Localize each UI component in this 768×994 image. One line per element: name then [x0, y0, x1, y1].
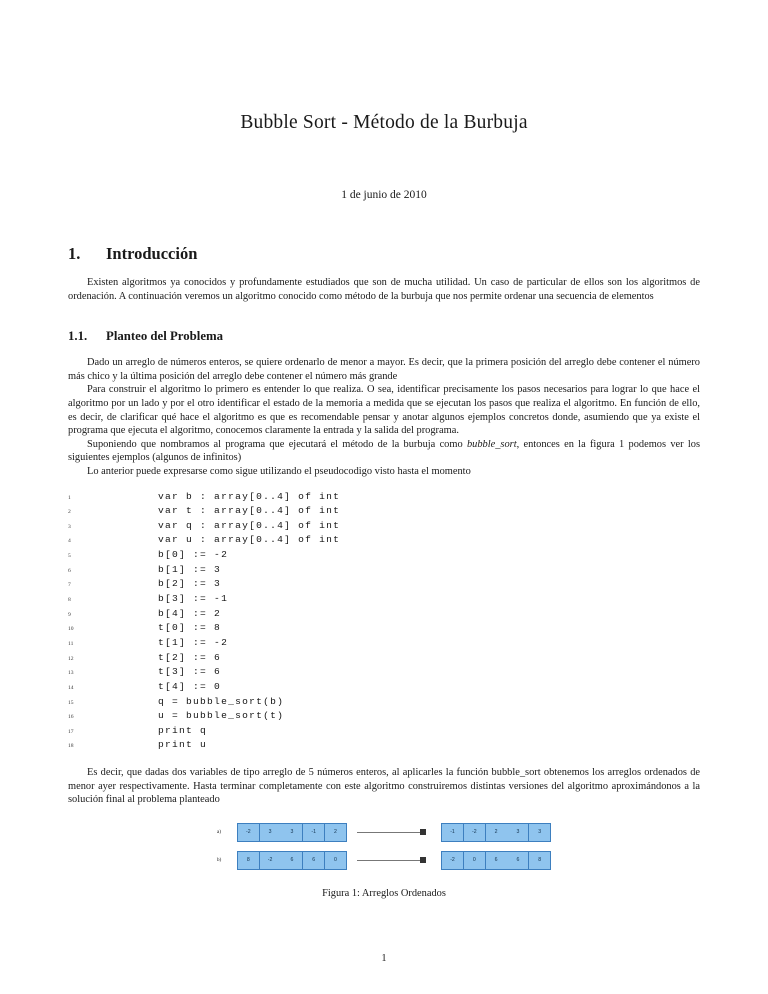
code-line: [68, 608, 700, 623]
planteo-paragraph-2: Para construir el algoritmo lo primero es entender lo que realiza. O sea, identificar precisamente los pasos necesarios para lograr lo que hace el algoritmo por un lado y por el otro identificar el estado de la memoria a medida que se ejecutan los pasos que realiza el algoritmo. En función de ello, es decir, de clarificar qué hace el algoritmo es que es recomendable pensar y anotar algunos ejemplos concretos donde, asumiendo que ya existe el programa que ejecuta el algoritmo, conocemos claramente la entrada y la salida del programa.: [68, 384, 700, 437]
code-line-text: var u : array[0..4] of int: [158, 534, 341, 546]
code-line-text: var t : array[0..4] of int: [158, 505, 341, 517]
code-line-text: b[1] := 3: [158, 563, 222, 575]
arrow-head: [420, 829, 426, 835]
code-line: [68, 710, 700, 725]
code-line: [68, 622, 700, 637]
planteo-paragraph-1: Dado un arreglo de números enteros, se quiere ordenarlo de menor a mayor. Es decir, que la primera posición del arreglo debe contener el número más chico y la última posición del arreglo debe contener el número más grande: [68, 357, 700, 382]
array-cell: -2: [442, 852, 463, 869]
code-line-number: 17: [68, 728, 74, 735]
code-line-text: t[3] := 6: [158, 666, 222, 678]
array-cell: -2: [238, 824, 259, 841]
subsection-number: 1.1.: [68, 329, 88, 344]
array-cell: 6: [281, 852, 302, 869]
section-title: Introducción: [106, 244, 198, 263]
code-line-text: b[2] := 3: [158, 578, 222, 590]
planteo-paragraph-5: Es decir, que dadas dos variables de tipo arreglo de 5 números enteros, al aplicarles la función bubble_sort obtenemos los arreglos ordenados de menor ayer respectivamente. Hasta terminar completamente con este algoritmo construiremos distintas versiones del algoritmo aproximándonos a la solución final al problema planteado: [68, 767, 700, 806]
arrow-shaft: [357, 832, 423, 833]
input-array: [237, 823, 347, 842]
code-line-text: u = bubble_sort(t): [158, 710, 285, 722]
code-line: [68, 549, 700, 564]
code-line-number: 1: [68, 494, 71, 501]
code-line-number: 10: [68, 626, 74, 633]
code-line-text: t[2] := 6: [158, 651, 222, 663]
figure-caption: Figura 1: Arreglos Ordenados: [322, 887, 446, 899]
code-line: [68, 652, 700, 667]
figure-row-label: a): [216, 829, 222, 836]
subsection-heading-planteo: [68, 303, 700, 344]
array-cell: -2: [260, 852, 281, 869]
code-line-text: var q : array[0..4] of int: [158, 519, 341, 531]
array-cell: 6: [303, 852, 324, 869]
code-line: [68, 739, 700, 754]
array-cell: -1: [303, 824, 324, 841]
code-line-number: 2: [68, 509, 71, 516]
planteo-paragraph-4: Lo anterior puede expresarse como sigue utilizando el pseudocodigo visto hasta el momento: [87, 465, 471, 477]
code-line-text: print u: [158, 739, 208, 751]
code-line-text: t[0] := 8: [158, 622, 222, 634]
code-line-text: q = bubble_sort(b): [158, 695, 285, 707]
code-line-number: 4: [68, 538, 71, 545]
figure-rows: [68, 823, 700, 870]
array-cell: 2: [486, 824, 507, 841]
code-line: [68, 681, 700, 696]
array-cell: 6: [507, 852, 528, 869]
subsection-title: Planteo del Problema: [106, 329, 224, 344]
array-cell: 3: [507, 824, 528, 841]
output-array: [441, 823, 551, 842]
code-line-number: 16: [68, 714, 74, 721]
array-cell: 0: [464, 852, 485, 869]
code-line: [68, 564, 700, 579]
page-number: 1: [381, 953, 387, 964]
figure-row-label: b): [216, 857, 222, 864]
array-cell: 3: [529, 824, 550, 841]
code-line: [68, 696, 700, 711]
code-line: [68, 534, 700, 549]
code-line-number: 6: [68, 567, 71, 574]
arrow-shaft: [357, 860, 423, 861]
figure-1: [68, 823, 700, 899]
array-cell: 8: [529, 852, 550, 869]
code-line: [68, 637, 700, 652]
code-line-text: b[3] := -1: [158, 593, 229, 605]
intro-paragraph: Existen algoritmos ya conocidos y profundamente estudiados que son de mucha utilidad. Un caso de particular de ellos son los algoritmos de ordenación. A continuación veremos un algoritmo conocido como método de la burbuja que nos permite ordenar una secuencia de elementos: [68, 277, 700, 302]
code-line: [68, 593, 700, 608]
input-array: [237, 851, 347, 870]
code-line-text: t[4] := 0: [158, 680, 222, 692]
code-line-text: var b : array[0..4] of int: [158, 490, 341, 502]
code-line: [68, 520, 700, 535]
code-line-number: 13: [68, 670, 74, 677]
code-listing: [68, 491, 700, 755]
array-cell: 0: [325, 852, 346, 869]
code-line-text: b[4] := 2: [158, 607, 222, 619]
code-line: [68, 505, 700, 520]
planteo-p3-after: , entonces en la figura 1 podemos ver los siguientes ejemplos (algunos de infinitos): [68, 438, 700, 464]
code-line-number: 9: [68, 611, 71, 618]
code-line-text: print q: [158, 724, 208, 736]
section-number: 1.: [68, 244, 81, 263]
code-line-number: 14: [68, 684, 74, 691]
arrow-right-icon: [357, 852, 431, 869]
document-date: 1 de junio de 2010: [341, 189, 427, 201]
planteo-p3-before: Suponiendo que nombramos al programa que ejecutará el método de la burbuja como: [87, 438, 467, 450]
code-line-number: 3: [68, 523, 71, 530]
page-title: Bubble Sort - Método de la Burbuja: [240, 112, 528, 133]
code-line-text: b[0] := -2: [158, 549, 229, 561]
code-line-number: 8: [68, 597, 71, 604]
array-cell: 3: [260, 824, 281, 841]
code-line-number: 18: [68, 743, 74, 750]
section-heading-introduccion: [68, 201, 700, 264]
code-line: [68, 725, 700, 740]
code-line-text: t[1] := -2: [158, 636, 229, 648]
array-cell: 2: [325, 824, 346, 841]
bubble-sort-term: bubble_sort: [466, 438, 517, 450]
array-cell: -1: [442, 824, 463, 841]
figure-example-row: [217, 851, 551, 870]
figure-example-row: [217, 823, 551, 842]
array-cell: 3: [281, 824, 302, 841]
array-cell: 8: [238, 852, 259, 869]
code-line: [68, 578, 700, 593]
code-line-number: 11: [68, 640, 74, 647]
code-line: [68, 491, 700, 506]
code-line-number: 12: [68, 655, 74, 662]
code-line: [68, 666, 700, 681]
code-line-number: 5: [68, 553, 71, 560]
arrow-right-icon: [357, 824, 431, 841]
output-array: [441, 851, 551, 870]
array-cell: 6: [486, 852, 507, 869]
code-line-number: 7: [68, 582, 71, 589]
arrow-head: [420, 857, 426, 863]
code-line-number: 15: [68, 699, 74, 706]
planteo-paragraph-3: [68, 438, 700, 465]
array-cell: -2: [464, 824, 485, 841]
